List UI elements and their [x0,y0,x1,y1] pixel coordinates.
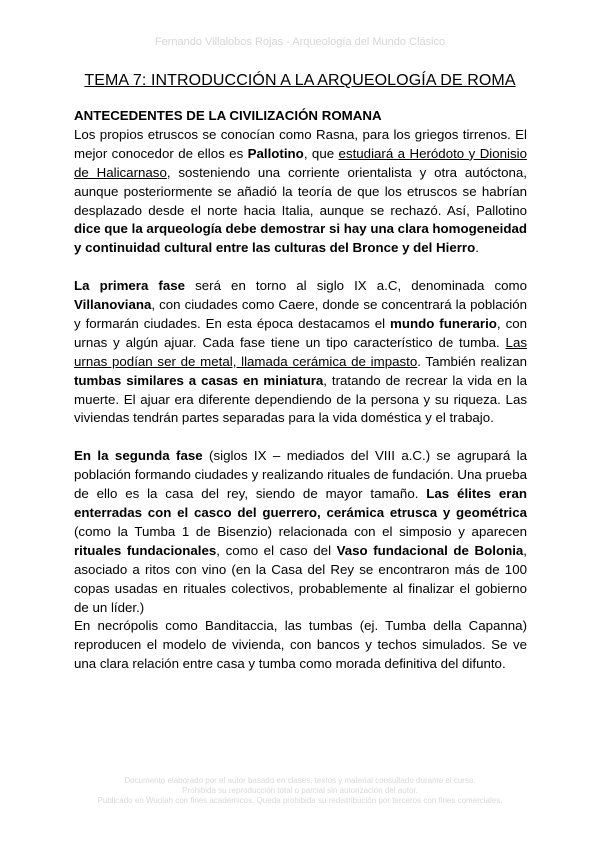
paragraph-second-phase [74,447,527,617]
text-run: Los propios etruscos se conocían como Rasna, para los griegos tirrenos. El mejor conocedor de ellos es [74,126,527,161]
bold-run: tumbas similares a casas en miniatura [74,372,324,388]
text-run: (como la Tumba 1 de Bisenzio) relacionada con el simposio y aparecen [74,523,527,539]
page-header-watermark: Fernando Villalobos Rojas - Arqueología del Mundo Clásico [154,36,446,48]
bold-run: Las élites eran enterradas con el casco del guerrero, cerámica etrusca y geométrica [74,486,527,520]
text-run: , asociado a ritos con vino (en la Casa del Rey se encontraron más de 100 copas usadas en rituales colectivos, probablemente al finalizar el gobierno de un líder.) [74,542,527,615]
bold-run: Vaso fundacional de Bolonia [336,542,524,558]
text-run: será en torno al siglo IX a.C, denominada como [185,278,527,294]
bold-run: Pallotino [247,145,304,161]
paragraph-etruscans [74,126,527,258]
underlined-run: Las urnas podían ser de metal, llamada cerámica de impasto [74,334,527,369]
text-run: , como el caso del [216,542,337,558]
footer-line: Documento elaborado por el autor basado en clases, textos y material consultado durante el curso. [124,776,476,785]
footer-line: Prohibida su reproducción total o parcial sin autorización del autor. [182,786,418,795]
paragraph-necropolis: En necrópolis como Banditaccia, las tumbas (ej. Tumba della Capanna) reproducen el modelo de vivienda, con bancos y techos simulados. Se ve una clara relación entre casa y tumba como morada definitiva del difunto. [74,618,527,672]
text-run: , sosteniendo una corriente orientalista y otra autóctona, aunque posteriormente se añadió la teoría de que los etruscos se habrían desplazado desde el norte hacia Italia, aunque se rechazó. Así, Pallotino [74,164,527,218]
bold-run: mundo funerario [390,315,497,331]
page-title: TEMA 7: INTRODUCCIÓN A LA ARQUEOLOGÍA DE ROMA [84,72,516,89]
page-footer-watermark [0,776,600,806]
bold-run: En la segunda fase [74,448,203,464]
section-heading: ANTECEDENTES DE LA CIVILIZACIÓN ROMANA [74,108,382,123]
bold-run: dice que la arqueología debe demostrar si hay una clara homogeneidad y continuidad cultural entre las culturas del Bronce y del Hierro [74,221,527,256]
bold-run: La primera fase [74,278,186,294]
document-body [74,107,527,674]
bold-run: Villanoviana [74,297,152,313]
bold-run: rituales fundacionales [74,542,217,558]
text-run: , tratando de recrear la vida en la muerte. El ajuar era diferente dependiendo de la persona y su riqueza. Las viviendas tendrán partes separadas para la vida doméstica y el trabajo. [74,372,528,426]
text-run: , con urnas y algún ajuar. Cada fase tiene un tipo característico de tumba. [74,315,528,350]
text-run: , con ciudades como Caere, donde se concentrará la población y formarán ciudades. En esta época destacamos el [74,297,527,331]
underlined-run: estudiará a Heródoto y Dionisio de Halicarnaso [74,145,527,180]
footer-line: Publicado en Wuolah con fines académicos. Queda prohibida su redistribución por terceros con fines comerciales. [97,796,503,805]
paragraph-first-phase [74,277,527,428]
text-run: (siglos IX – mediados del VIII a.C.) se agrupará la población formando ciudades y realizando rituales de fundación. Una prueba de ello es la casa del rey, siendo de mayor tamaño. [74,448,528,502]
text-run: . También realizan [417,353,528,369]
text-run: . [475,240,479,256]
text-run: , que [303,145,339,161]
